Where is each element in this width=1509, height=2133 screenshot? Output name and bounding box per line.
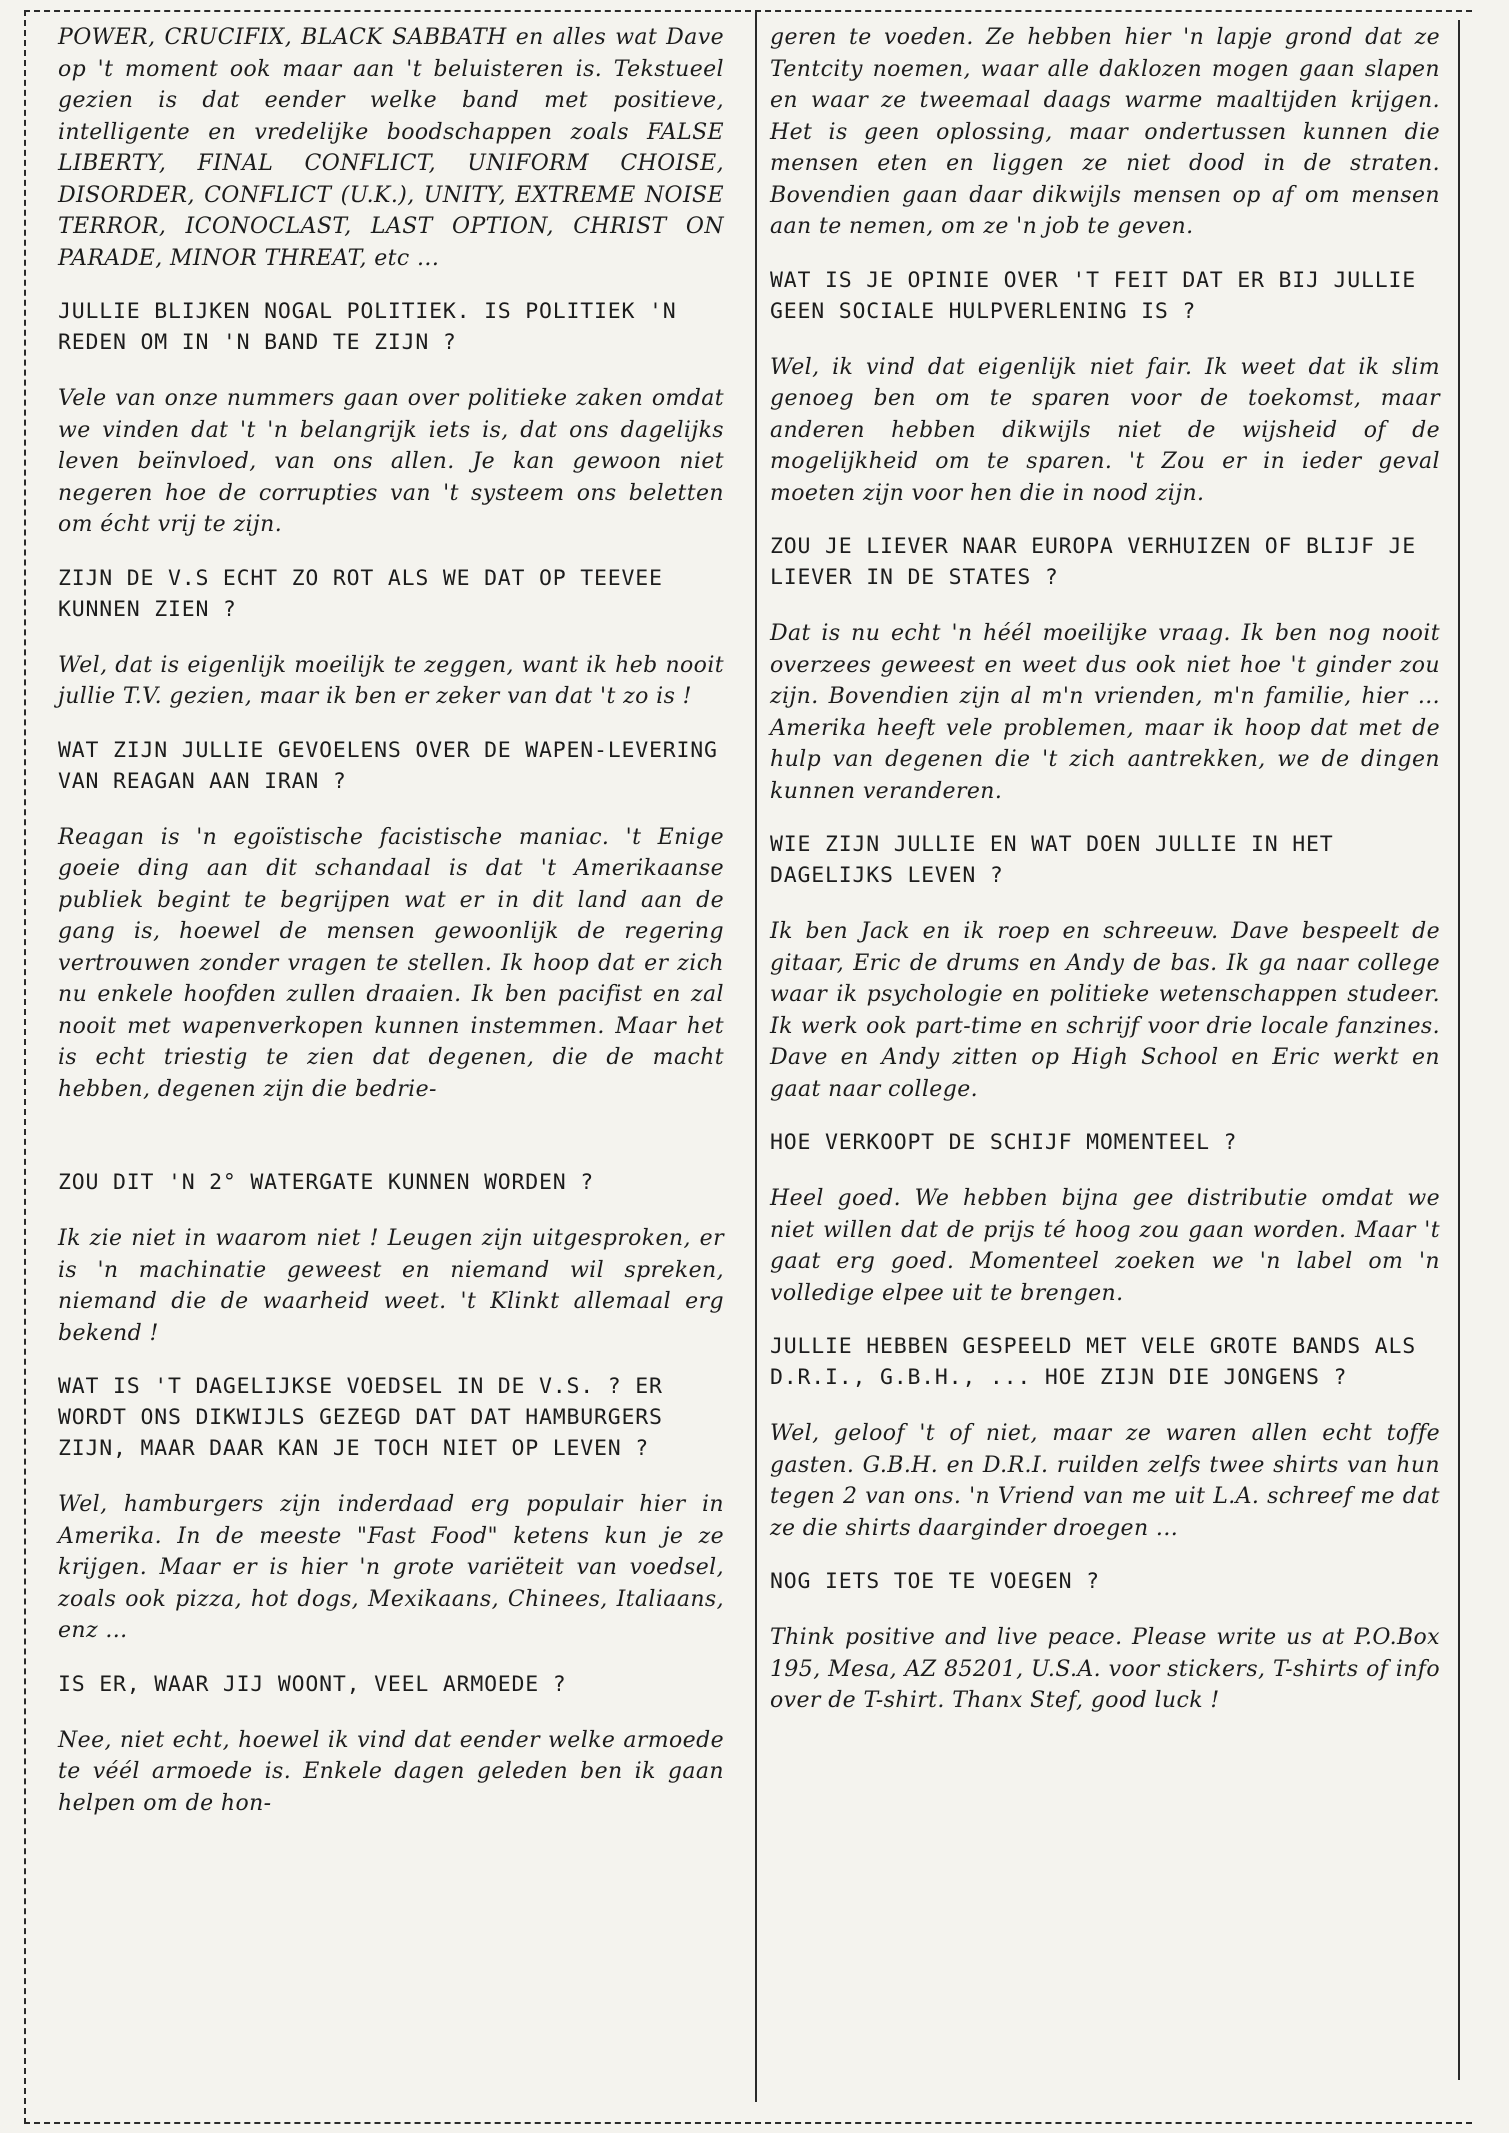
answer: Reagan is 'n egoïstische facistische maniac. 't Enige goeie ding aan dit schandaal is dat 't Amerikaanse publiek begint te begrijpen wat er in dit land aan de gang is, hoewel de mensen gewoonlijk de regering vertrouwen zonder vragen te stellen. Ik hoop dat er zich nu enkele hoofden zullen draaien. Ik ben pacifist en zal nooit met wapenverkopen kunnen instemmen. Maar het is echt triestig te zien dat degenen, die de macht hebben, degenen zijn die bedrie- [58,824,724,1102]
question: WAT IS JE OPINIE OVER 'T FEIT DAT ER BIJ JULLIE GEEN SOCIALE HULPVERLENING IS ? [770,267,1416,324]
question: JULLIE HEBBEN GESPEELD MET VELE GROTE BANDS ALS D.R.I., G.B.H., ... HOE ZIJN DIE JONGENS ? [770,1334,1416,1390]
answer: Ik ben Jack en ik roep en schreeuw. Dave bespeelt de gitaar, Eric de drums en Andy de bas. Ik ga naar college waar ik psychologie en politieke wetenschappen studeer. Ik werk ook part-time en schrijf voor drie locale fanzines. Dave en Andy zitten op High School en Eric werkt en gaat naar college. [770,919,1440,1102]
question: ZOU DIT 'N 2° WATERGATE KUNNEN WORDEN ? [58,1170,595,1195]
answer: Wel, geloof 't of niet, maar ze waren allen echt toffe gasten. G.B.H. en D.R.I. ruilden zelfs twee shirts van hun tegen 2 van ons. 'n Vriend van me uit L.A. schreef me dat ze die shirts daarginder droegen ... [770,1421,1440,1541]
answer-intro: POWER, CRUCIFIX, BLACK SABBATH en alles wat Dave op 't moment ook maar aan 't beluisteren is. Tekstueel gezien is dat eender welke band met positieve, intelligente en vredelijke boodschappen zoals FALSE LIBERTY, FINAL CONFLICT, UNIFORM CHOISE, DISORDER, CONFLICT (U.K.), UNITY, EXTREME NOISE TERROR, ICONOCLAST, LAST OPTION, CHRIST ON PARADE, MINOR THREAT, etc ... [58,25,724,271]
question: ZIJN DE V.S ECHT ZO ROT ALS WE DAT OP TEEVEE KUNNEN ZIEN ? [58,565,663,622]
question: WIE ZIJN JULLIE EN WAT DOEN JULLIE IN HET DAGELIJKS LEVEN ? [770,832,1334,888]
answer: Vele van onze nummers gaan over politieke zaken omdat we vinden dat 't 'n belangrijk iets is, dat ons dagelijks leven beïnvloed, van ons allen. Je kan gewoon niet negeren hoe de corrupties van 't systeem ons beletten om écht vrij te zijn. [58,386,724,537]
answer: Think positive and live peace. Please write us at P.O.Box 195, Mesa, AZ 85201, U.S.A. voor stickers, T-shirts of info over de T-shirt. Thanx Stef, good luck ! [770,1625,1440,1713]
answer: Ik zie niet in waarom niet ! Leugen zijn uitgesproken, er is 'n machinatie geweest en niemand wil spreken, niemand die de waarheid weet. 't Klinkt allemaal erg bekend ! [58,1226,724,1346]
column-divider [755,12,757,2102]
answer: Wel, dat is eigenlijk moeilijk te zeggen, want ik heb nooit jullie T.V. gezien, maar ik ben er zeker van dat 't zo is ! [58,652,724,709]
answer-intro: geren te voeden. Ze hebben hier 'n lapje grond dat ze Tentcity noemen, waar alle daklozen mogen gaan slapen en waar ze tweemaal daags warme maaltijden krijgen. Het is geen oplossing, maar ondertussen kunnen die mensen eten en liggen ze niet dood in de straten. Bovendien gaan daar dikwijls mensen op af om mensen aan te nemen, om ze 'n job te geven. [770,25,1440,239]
question: WAT ZIJN JULLIE GEVOELENS OVER DE WAPEN-LEVERING VAN REAGAN AAN IRAN ? [58,737,718,794]
answer: Wel, hamburgers zijn inderdaad erg populair hier in Amerika. In de meeste "Fast Food" ketens kun je ze krijgen. Maar er is hier 'n grote variëteit van voedsel, zoals ook pizza, hot dogs, Mexikaans, Chinees, Italiaans, enz ... [58,1492,724,1643]
question: JULLIE BLIJKEN NOGAL POLITIEK. IS POLITIEK 'N REDEN OM IN 'N BAND TE ZIJN ? [58,299,677,355]
answer: Dat is nu echt 'n héél moeilijke vraag. Ik ben nog nooit overzees geweest en weet dus ook niet hoe 't ginder zou zijn. Bovendien zijn al m'n vrienden, m'n familie, hier ... Amerika heeft vele problemen, maar ik hoop dat met de hulp van degenen die 't zich aantrekken, we de dingen kunnen veranderen. [770,621,1440,804]
question: HOE VERKOOPT DE SCHIJF MOMENTEEL ? [770,1130,1238,1155]
answer: Wel, ik vind dat eigenlijk niet fair. Ik weet dat ik slim genoeg ben om te sparen voor de toekomst, maar anderen hebben dikwijls niet de wijsheid of de mogelijkheid om te sparen. 't Zou er in ieder geval moeten zijn voor hen die in nood zijn. [770,354,1440,506]
question: NOG IETS TOE TE VOEGEN ? [770,1569,1100,1594]
answer: Nee, niet echt, hoewel ik vind dat eender welke armoede te véél armoede is. Enkele dagen geleden ben ik gaan helpen om de hon- [58,1727,724,1816]
answer: Heel goed. We hebben bijna gee distributie omdat we niet willen dat de prijs té hoog zou gaan worden. Maar 't gaat erg goed. Momenteel zoeken we 'n label om 'n volledige elpee uit te brengen. [770,1186,1440,1306]
left-column [58,22,724,1819]
right-column [770,22,1440,1717]
right-border-line [1458,20,1460,2080]
question: ZOU JE LIEVER NAAR EUROPA VERHUIZEN OF BLIJF JE LIEVER IN DE STATES ? [770,534,1416,590]
question: IS ER, WAAR JIJ WOONT, VEEL ARMOEDE ? [58,1671,567,1697]
question: WAT IS 'T DAGELIJKSE VOEDSEL IN DE V.S. ? ER WORDT ONS DIKWIJLS GEZEGD DAT DAT HAMBURGERS ZIJN, MAAR DAAR KAN JE TOCH NIET OP LEVEN ? [58,1374,663,1461]
